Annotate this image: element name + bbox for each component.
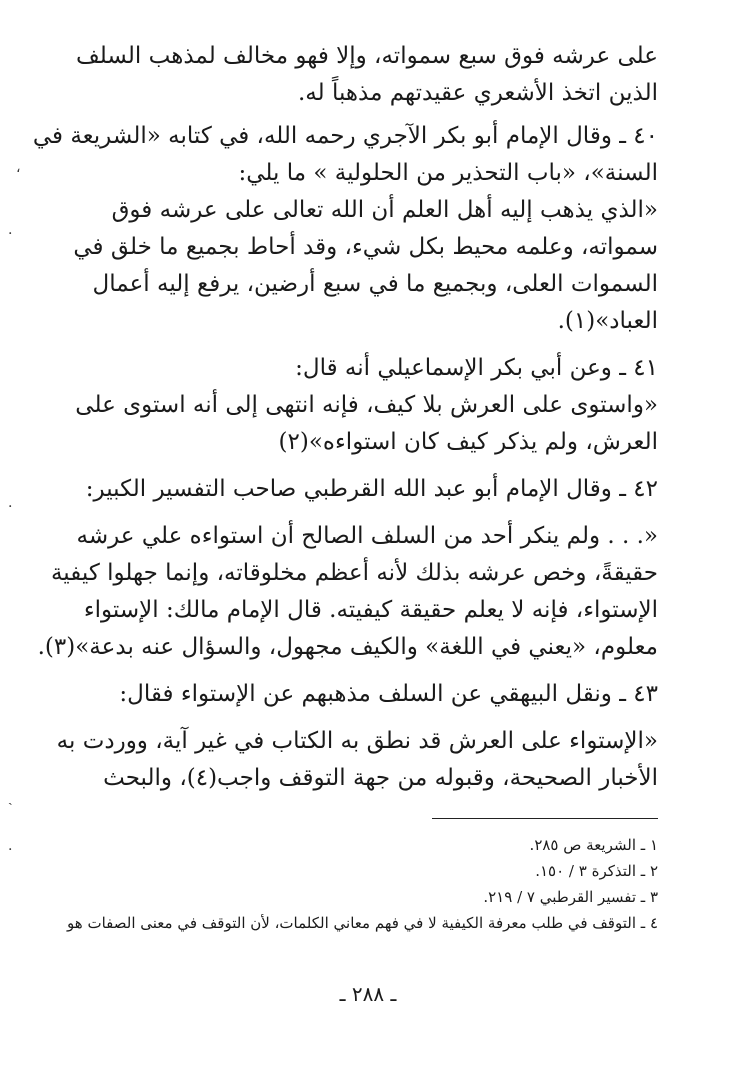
quote-line: سمواته، وعلمه محيط بكل شيء، وقد أحاط بجميع ما خلق في [73,234,658,260]
text-line: الذين اتخذ الأشعري عقيدتهم مذهباً له. [297,80,658,106]
item-42-heading: ٤٢ ـ وقال الإمام أبو عبد الله القرطبي صاحب التفسير الكبير: [85,476,658,502]
quote-line: «الذي يذهب إليه أهل العلم أن الله تعالى على عرشه فوق [111,197,658,223]
quote-line: «واستوى على العرش بلا كيف، فإنه انتهى إلى أنه استوى على [75,392,658,418]
item-43-heading: ٤٣ ـ ونقل البيهقي عن السلف مذهبهم عن الإستواء فقال: [119,681,658,707]
quote-line: حقيقةً، وخص عرشه بذلك لأنه أعظم مخلوقاته، وإنما جهلوا كيفية [50,560,658,586]
text-line: السنة»، «باب التحذير من الحلولية » ما يلي: [238,160,658,186]
text-line: على عرشه فوق سبع سمواته، وإلا فهو مخالف لمذهب السلف [75,43,658,69]
footnote-divider [432,818,658,819]
scan-mark: . [8,222,13,238]
quote-line: الإستواء، فإنه لا يعلم حقيقة كيفيته. قال الإمام مالك: الإستواء [83,597,658,623]
quote-line: السموات العلى، وبجميع ما في سبع أرضين، يرفع إليه أعمال [92,271,658,297]
footnote: ٤ ـ التوقف في طلب معرفة الكيفية لا في فهم معاني الكلمات، لأن التوقف في معنى الصفات هو [67,914,658,932]
footnote: ١ ـ الشريعة ص ٢٨٥. [529,836,658,854]
page-number: ـ ٢٨٨ ـ [339,982,397,1006]
quote-line: «. . . ولم ينكر أحد من السلف الصالح أن استواءه علي عرشه [76,523,658,549]
quote-line: «الإستواء على العرش قد نطق به الكتاب في غير آية، ووردت به [56,728,658,754]
footnote: ٢ ـ التذكرة ٣ / ١٥٠. [535,862,658,880]
quote-line: معلوم، «يعني في اللغة» والكيف مجهول، والسؤال عنه بدعة»(٣). [37,634,658,660]
footnotes [67,832,658,936]
quote-line: العباد»(١). [557,308,658,334]
main-text [32,38,658,797]
item-40-heading: ٤٠ ـ وقال الإمام أبو بكر الآجري رحمه الله، في كتابه «الشريعة في [32,123,658,149]
scan-mark: . [8,495,13,511]
quote-line: الأخبار الصحيحة، وقبوله من جهة التوقف واجب(٤)، والبحث [103,765,658,791]
item-41-heading: ٤١ ـ وعن أبي بكر الإسماعيلي أنه قال: [295,355,658,381]
scan-mark: ، [16,160,21,176]
quote-line: العرش، ولم يذكر كيف كان استواءه»(٢) [278,429,658,455]
scan-mark: . [8,838,13,854]
scan-mark: ˎ [8,790,13,806]
footnote: ٣ ـ تفسير القرطبي ٧ / ٢١٩. [483,888,658,906]
